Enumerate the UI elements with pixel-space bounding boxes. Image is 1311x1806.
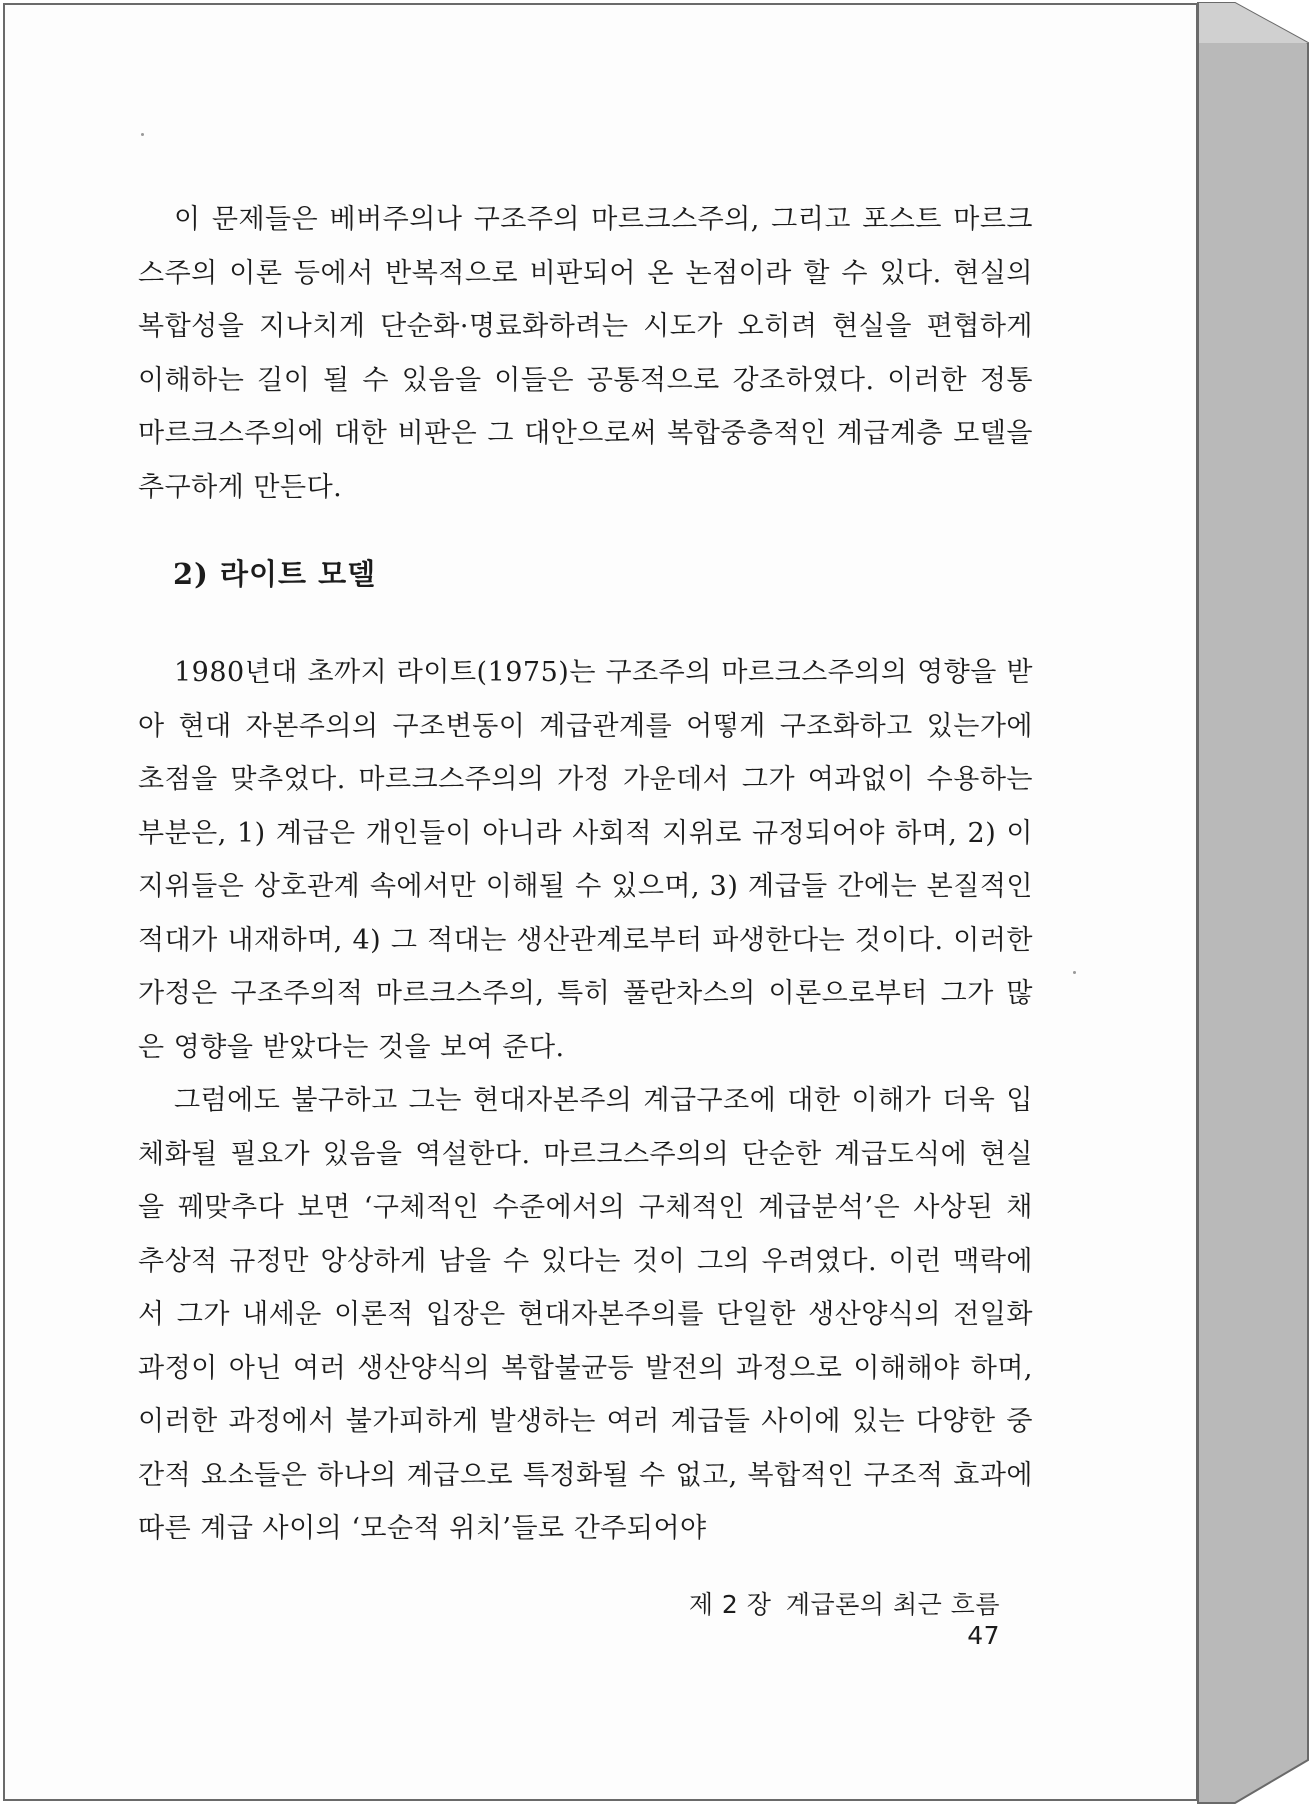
section-heading: 2) 라이트 모델 (173, 557, 377, 591)
chapter-title: 계급론의 최근 흐름 (785, 1590, 1000, 1619)
wright-model-section (138, 646, 1033, 1556)
page-footer (660, 1585, 1000, 1650)
body-paragraph: 그럼에도 불구하고 그는 현대자본주의 계급구조에 대한 이해가 더욱 입체화될 필요가 있음을 역설한다. 마르크스주의의 단순한 계급도식에 현실을 꿰맞추다 보면 ‘구체적인 수준에서의 구체적인 계급분석’은 사상된 채 추상적 규정만 앙상하게 남을 수 있다는 것이 그의 우려였다. 이런 맥락에서 그가 내세운 이론적 입장은 현대자본주의를 단일한 생산양식의 전일화 과정이 아닌 여러 생산양식의 복합불균등 발전의 과정으로 이해해야 하며, 이러한 과정에서 불가피하게 발생하는 여러 계급들 사이에 있는 다양한 중간적 요소들은 하나의 계급으로 특정화될 수 없고, 복합적인 구조적 효과에 따른 계급 사이의 ‘모순적 위치’들로 간주되어야 (138, 1085, 1033, 1544)
scan-speck (141, 133, 144, 136)
scan-speck (1073, 971, 1076, 974)
body-paragraph: 1980년대 초까지 라이트(1975)는 구조주의 마르크스주의의 영향을 받아 현대 자본주의의 구조변동이 계급관계를 어떻게 구조화하고 있는가에 초점을 맞추었다. 마르크스주의의 가정 가운데서 그가 여과없이 수용하는 부분은, 1) 계급은 개인들이 아니라 사회적 지위로 규정되어야 하며, 2) 이 지위들은 상호관계 속에서만 이해될 수 있으며, 3) 계급들 간에는 본질적인 적대가 내재하며, 4) 그 적대는 생산관계로부터 파생한다는 것이다. 이러한 가정은 구조주의적 마르크스주의, 특히 풀란차스의 이론으로부터 그가 많은 영향을 받았다는 것을 보여 준다. (138, 657, 1033, 1063)
book-page (3, 3, 1198, 1801)
intro-section (138, 193, 1033, 514)
page-number: 47 (967, 1621, 1000, 1650)
chapter-label: 제 2 장 (688, 1590, 772, 1619)
body-paragraph: 이 문제들은 베버주의나 구조주의 마르크스주의, 그리고 포스트 마르크스주의 이론 등에서 반복적으로 비판되어 온 논점이라 할 수 있다. 현실의 복합성을 지나치게 단순화·명료화하려는 시도가 오히려 현실을 편협하게 이해하는 길이 될 수 있음을 이들은 공통적으로 강조하였다. 이러한 정통 마르크스주의에 대한 비판은 그 대안으로써 복합중층적인 계급계층 모델을 추구하게 만든다. (138, 204, 1033, 503)
